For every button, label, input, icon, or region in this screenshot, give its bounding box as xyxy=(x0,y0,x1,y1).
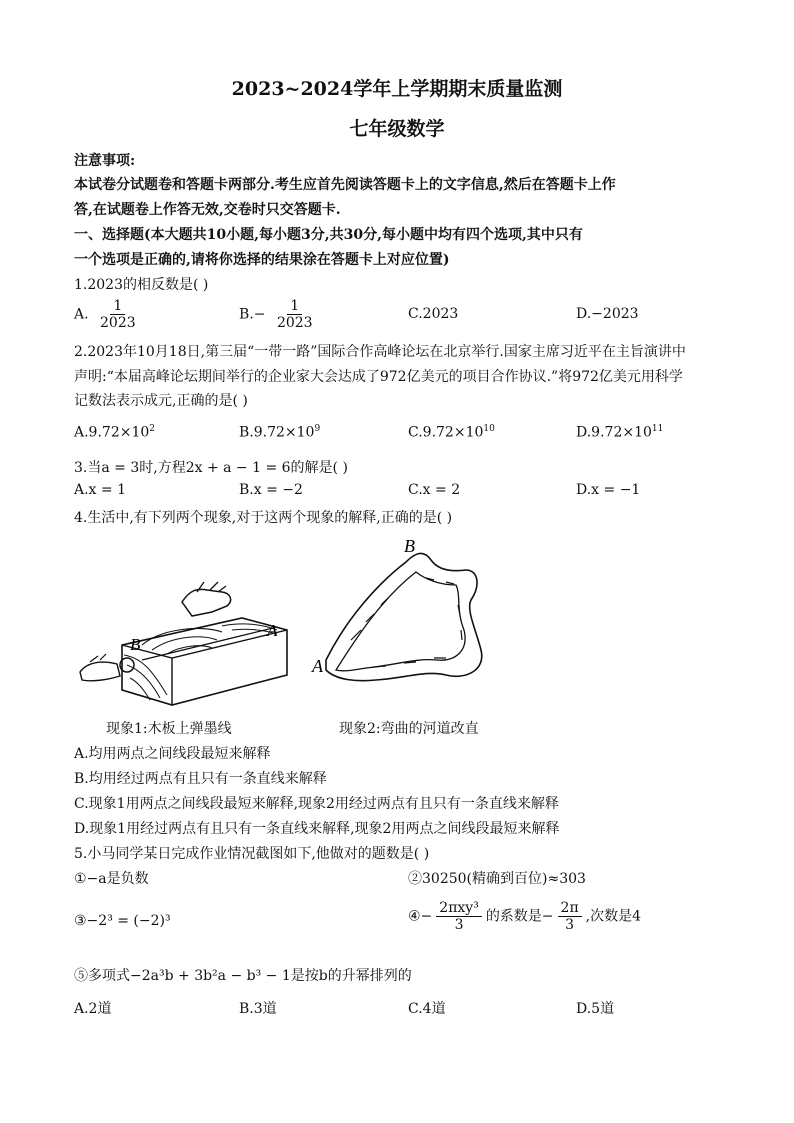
q5-stem: 5.小马同学某日完成作业情况截图如下,他做对的题数是( ) xyxy=(74,846,430,862)
section-heading-2: 一个选项是正确的,请将你选择的结果涂在答题卡上对应位置) xyxy=(74,252,450,268)
notice-heading: 注意事项: xyxy=(74,153,136,169)
q2-b-exp: 9 xyxy=(314,424,321,434)
wood-board-figure xyxy=(72,530,302,710)
q5-option-b: B.3道 xyxy=(239,1001,277,1017)
q1-stem: 1.2023的相反数是( ) xyxy=(74,277,209,293)
q5-s4-num: 2πxy³ xyxy=(436,900,482,917)
q4-option-d: D.现象1用经过两点有且只有一条直线来解释,现象2用两点之间线段最短来解释 xyxy=(74,821,560,837)
q2-option-c xyxy=(408,424,495,441)
q4-option-a: A.均用两点之间线段最短来解释 xyxy=(74,746,271,762)
q5-s4-prefix: ④− xyxy=(408,908,433,925)
fig2-label-a: A xyxy=(312,656,323,676)
figure-caption-1: 现象1:木板上弹墨线 xyxy=(106,721,232,737)
q5-statement-4 xyxy=(408,900,641,933)
q3-option-a: A.x = 1 xyxy=(74,482,126,498)
q1-b-fraction xyxy=(274,298,316,331)
q3-option-d: D.x = −1 xyxy=(576,482,641,498)
q2-line-1: 2.2023年10月18日,第三届“一带一路”国际合作高峰论坛在北京举行.国家主席习近平在主旨演讲中 xyxy=(74,344,686,360)
q5-option-d: D.5道 xyxy=(576,1001,615,1017)
q5-option-c: C.4道 xyxy=(408,1001,446,1017)
q1-b-sign: − xyxy=(253,306,266,323)
q5-s4-num-2: 2π xyxy=(558,900,582,917)
q4-stem: 4.生活中,有下列两个现象,对于这两个现象的解释,正确的是( ) xyxy=(74,510,453,526)
q2-line-3: 记数法表示成元,正确的是( ) xyxy=(74,393,248,409)
q5-statement-5: ⑤多项式−2a³b + 3b²a − b³ − 1是按b的升幂排列的 xyxy=(74,968,412,984)
q1-a-den: 2023 xyxy=(100,315,136,332)
q2-b-text: B.9.72×10 xyxy=(239,424,315,441)
q2-c-text: C.9.72×10 xyxy=(408,424,484,441)
q5-s4-suffix: ,次数是4 xyxy=(585,908,642,925)
q5-s4-fraction-1 xyxy=(436,900,482,933)
q2-d-text: D.9.72×10 xyxy=(576,424,652,441)
q5-statement-2: ②30250(精确到百位)≈303 xyxy=(408,871,586,887)
river-figure xyxy=(306,530,496,710)
figure-caption-2: 现象2:弯曲的河道改直 xyxy=(339,721,479,737)
q5-statement-3: ③−2³ = (−2)³ xyxy=(74,913,171,929)
q2-option-a xyxy=(74,424,155,441)
q2-d-exp: 11 xyxy=(651,424,664,434)
q5-s4-fraction-2 xyxy=(558,900,582,933)
q2-option-b xyxy=(239,424,320,441)
q1-a-fraction xyxy=(97,298,139,331)
q2-c-exp: 10 xyxy=(483,424,495,434)
q4-option-b: B.均用经过两点有且只有一条直线来解释 xyxy=(74,771,327,787)
q3-option-c: C.x = 2 xyxy=(408,482,461,498)
q1-option-d: D.−2023 xyxy=(576,306,639,322)
q1-b-num: 1 xyxy=(287,298,302,315)
section-heading-1: 一、选择题(本大题共10小题,每小题3分,共30分,每小题中均有四个选项,其中只有 xyxy=(74,227,583,243)
q5-s4-den-2: 3 xyxy=(565,917,575,934)
exam-subtitle: 七年级数学 xyxy=(349,118,445,140)
fig1-label-a: A xyxy=(267,621,278,640)
q2-a-exp: 2 xyxy=(149,424,156,434)
q2-line-2: 声明:“本届高峰论坛期间举行的企业家大会达成了972亿美元的项目合作协议.”将972亿美元用科学 xyxy=(74,369,683,385)
q1-option-c: C.2023 xyxy=(408,306,459,322)
notice-line-1: 本试卷分试题卷和答题卡两部分.考生应首先阅读答题卡上的文字信息,然后在答题卡上作 xyxy=(74,177,616,193)
q5-s4-den: 3 xyxy=(454,917,464,934)
q1-b-label: B. xyxy=(239,306,254,323)
q1-a-num: 1 xyxy=(110,298,125,315)
q2-option-d xyxy=(576,424,663,441)
q1-b-den: 2023 xyxy=(276,315,313,332)
q1-option-b xyxy=(239,298,320,331)
fig2-label-b: B xyxy=(404,536,415,556)
q1-option-a xyxy=(74,298,143,331)
q5-option-a: A.2道 xyxy=(74,1001,112,1017)
q3-option-b: B.x = −2 xyxy=(239,482,303,498)
q5-statement-1: ①−a是负数 xyxy=(74,871,149,887)
notice-line-2: 答,在试题卷上作答无效,交卷时只交答题卡. xyxy=(74,202,341,218)
q1-a-label: A. xyxy=(74,306,89,323)
q2-a-text: A.9.72×10 xyxy=(74,424,150,441)
q5-s4-middle: 的系数是− xyxy=(485,908,554,925)
fig1-label-b: B xyxy=(130,635,141,654)
q3-stem: 3.当a = 3时,方程2x + a − 1 = 6的解是( ) xyxy=(74,460,348,476)
q4-option-c: C.现象1用两点之间线段最短来解释,现象2用经过两点有且只有一条直线来解释 xyxy=(74,796,559,812)
exam-title: 2023~2024学年上学期期末质量监测 xyxy=(231,78,563,100)
